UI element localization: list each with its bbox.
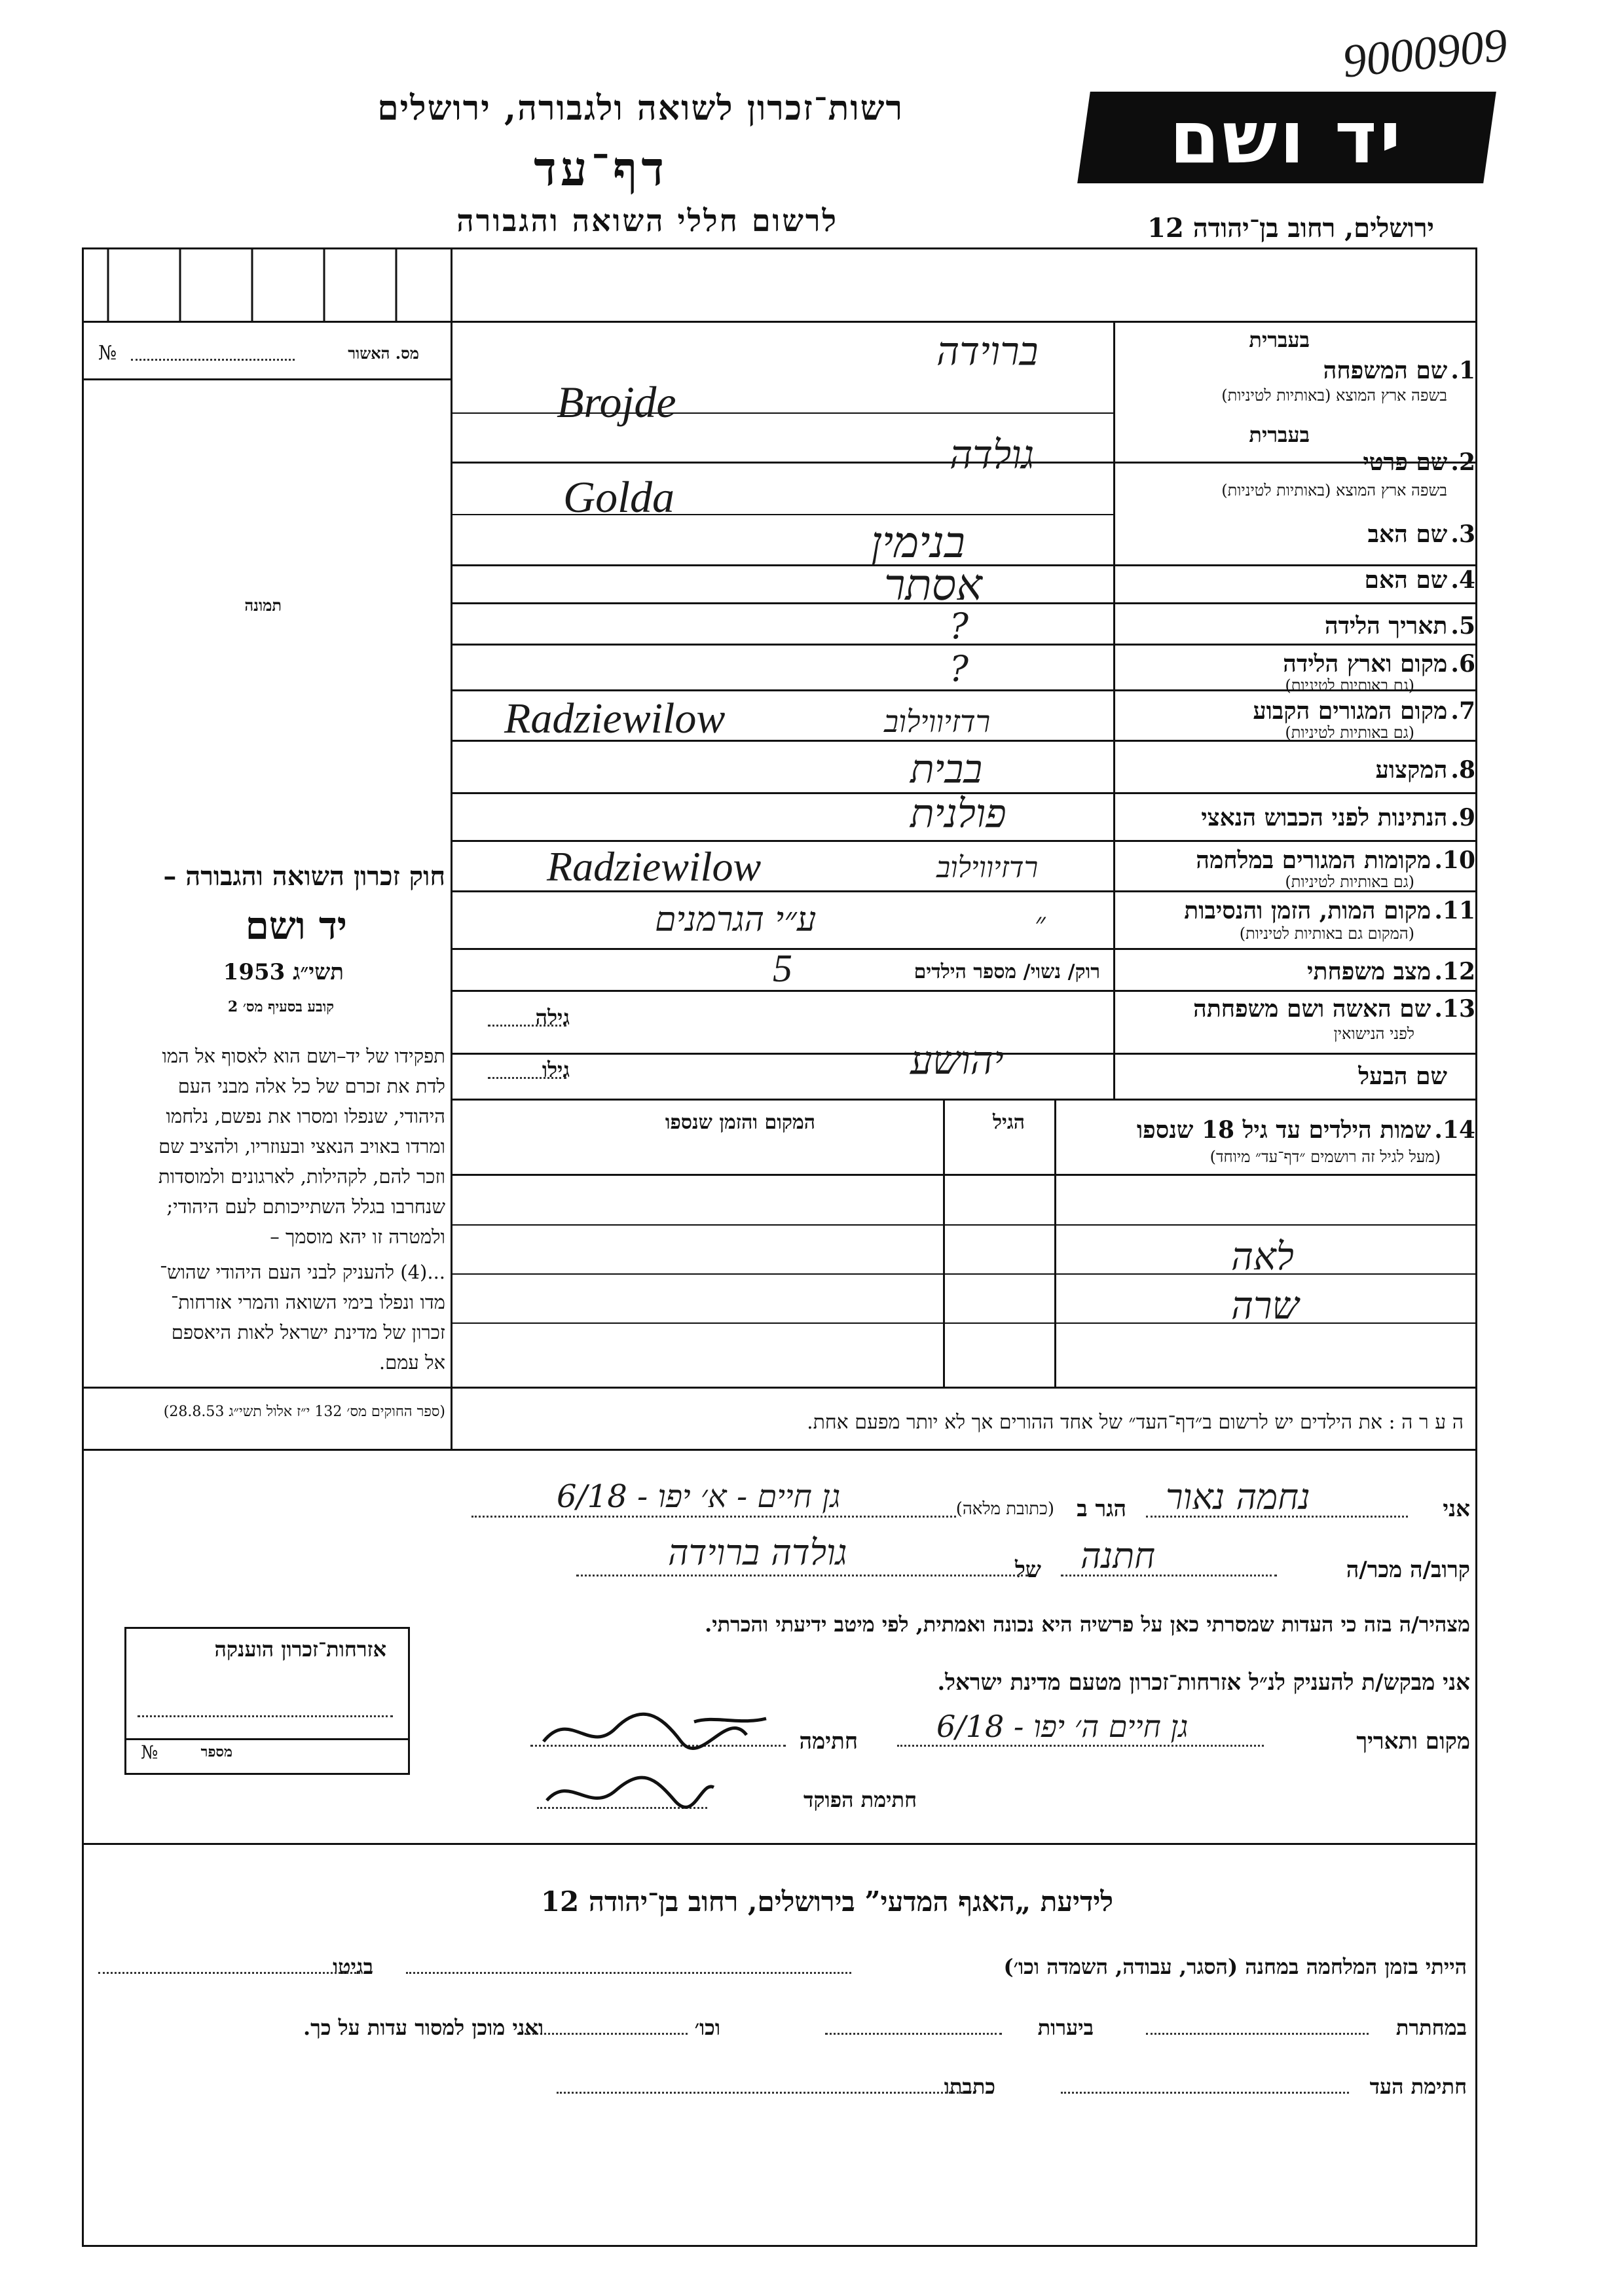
nationality: פולנית [910, 791, 1006, 837]
residence-hebrew: רדזיווילוב [884, 704, 991, 739]
children-place-header: המקום והזמן שנספו [665, 1111, 815, 1134]
field-10-label: 10. מקומות המגורים במלחמה [1196, 847, 1475, 874]
child-name-2: שרה [1231, 1283, 1299, 1328]
field-5-label: 5. תאריך הלידה [1324, 612, 1475, 640]
field-6-label: 6. מקום וארץ הלידה [1283, 650, 1475, 678]
top-band-grid [82, 247, 451, 321]
deceased-name: גולדה ברוידה [668, 1532, 847, 1573]
field-8-label: 8. המקצוע [1375, 756, 1475, 784]
form-subtitle: לרשום חללי השואה והגבורה [456, 203, 838, 238]
children-note: ה ע ר ה : את הילדים יש לרשום ב״דף־העד״ של אחד ההורים אך לא יותר מפעם אחת. [807, 1411, 1464, 1434]
declaration-text: מצהיר/ה בזה כי העדות שמסרתי כאן על פרשיה היא נכונה ואמתית, לפי מיטב ידיעתי והכרתי. [705, 1612, 1470, 1637]
children-age-header: הגיל [992, 1111, 1025, 1134]
field-7-label: 7. מקום המגורים הקבוע [1253, 697, 1475, 725]
children-count: 5 [773, 947, 792, 990]
signature-icon [530, 1696, 786, 1761]
mother-name: אסתר [884, 560, 982, 610]
declarant-name: נחמה נאור [1166, 1476, 1310, 1518]
archive-number: 9000909 [1340, 18, 1510, 88]
field-6-sub: (גם באותיות לטיניות) [1285, 676, 1414, 695]
approval-label: מס. האשור [348, 344, 419, 363]
address-hint: (כתובת מלאה) [955, 1499, 1054, 1519]
bottom-line1-b: בגיטו [333, 1954, 373, 1979]
authority-name: רשות־זכרון לשואה ולגבורה, ירושלים [377, 88, 904, 128]
field-2-sub-top: בעברית [1249, 422, 1310, 447]
declarant-relation: חתנה [1080, 1535, 1156, 1576]
request-text: אני מבקש/ת להעניק לנ״ל אזרחות־זכרון מטעם מדינת ישראל. [937, 1669, 1470, 1696]
of-label: של [1015, 1557, 1041, 1583]
field-12-label: 12. מצב משפחתי [1307, 958, 1475, 985]
law-name: יד ושם [245, 903, 347, 948]
official-signature-icon [537, 1761, 720, 1823]
family-name-latin: Brojde [557, 377, 676, 427]
father-name: בנימין [871, 517, 965, 568]
citizenship-box-title: אזרחות־זכרון הוענקה [214, 1637, 386, 1662]
death-ditto-mark: ״ [1035, 907, 1046, 940]
field-1-sub-top: בעברית [1249, 327, 1310, 352]
bottom-title: לידיעת „האגף המדעי” בירושלים, רחוב בן־יהודה 12 [540, 1886, 1113, 1918]
law-clause: קובע בסעיף מס׳ 2 [227, 998, 334, 1015]
place-date: גן חיים ה׳ יפו - 6/18 [936, 1709, 1189, 1744]
first-name-latin: Golda [563, 472, 674, 522]
bottom-line3-b: כתבתו [944, 2074, 995, 2099]
bottom-line2-d: ואני מוכן למסור עדות על כך. [303, 2015, 544, 2040]
form-title: דף־עד [534, 141, 668, 196]
field-4-label: 4. שם האם [1364, 566, 1475, 594]
law-reference: (ספר החוקים מס׳ 132 י״ז אלול תשי״ג 28.8.53) [163, 1404, 445, 1420]
wife-age-label: גילה [535, 1005, 570, 1030]
bottom-line3-a: חתימת העד [1369, 2074, 1467, 2099]
death-circumstances: ע״י הגרמנים [655, 900, 817, 939]
marital-options: רוק/ נשוי/ מספר הילדים [913, 960, 1100, 983]
photo-label: תמונה [244, 596, 282, 615]
residence-latin: Radziewilow [504, 695, 726, 742]
field-9-label: 9. הנתינות לפני הכבוש הנאצי [1201, 804, 1475, 831]
relation-label: קרוב/ה מכר/ה [1346, 1557, 1470, 1583]
field-7-sub: (גם באותיות לטיניות) [1285, 723, 1414, 742]
field-2-label: 2. שם פרטי [1363, 448, 1475, 476]
official-signature-label: חתימת הפוקד [803, 1787, 917, 1812]
law-title: חוק זכרון השואה והגבורה – [163, 861, 445, 892]
field-13-label: 13. שם האשה ושם משפחתה [1193, 995, 1475, 1023]
field-10-sub: (גם באותיות לטיניות) [1285, 873, 1414, 891]
child-name-1: לאה [1231, 1234, 1294, 1279]
field-1-sub: בשפה ארץ המוצא (באותיות לטיניות) [1221, 386, 1447, 405]
wartime-residence-hebrew: רדזיווילוב [936, 851, 1039, 884]
law-text-2: ...(4) להעניק לבני העם היהודי שהוש־ מדו ונפלו בימי השואה והמרי אזרחות־ זכרון של מדינת ישראל לאות היאספם אל עמם. [159, 1261, 445, 1374]
bottom-line2-c: וכו׳ [694, 2015, 720, 2040]
bottom-line1-a: הייתי בזמן המלחמה במחנה (הסגר, עבודה, השמדה וכו׳) [1003, 1954, 1467, 1979]
bottom-line2-b: ביערות [1037, 2015, 1094, 2040]
family-name-hebrew: ברוידה [936, 329, 1039, 374]
field-1-label: 1. שם המשפחה [1323, 357, 1475, 384]
address: ירושלים, רחוב בן־יהודה 12 [1147, 213, 1434, 244]
first-name-hebrew: גולדה [950, 432, 1035, 478]
citizenship-number-mark: № [141, 1741, 158, 1763]
signature-label: חתימה [799, 1728, 858, 1755]
place-date-label: מקום ותאריך [1356, 1728, 1470, 1755]
approval-mark: № [98, 342, 117, 365]
declarant-ani: אני [1443, 1496, 1470, 1522]
law-text: תפקידו של יד–ושם הוא לאסוף אל המו לדת את זכרם של כל אלה מבני העם היהודי, שנפלו ומסרו את נפשם, נלחמו ומרדו באויב הנאצי ובעוזריו, ולהציב שם וזכר להם, לקהילות, לארגונים ולמוסדות שנחרבו בגלל השתייכותם לעם היהודי; ולמטרה זו יהא מוסמך – [158, 1045, 445, 1248]
field-13-sub: לפני הנישואין [1333, 1025, 1414, 1043]
husband-name: יהושע [910, 1038, 1004, 1084]
bottom-line2-a: במחתרת [1395, 2015, 1467, 2040]
wartime-residence-latin: Radziewilow [547, 843, 762, 890]
field-2-sub: בשפה ארץ המוצא (באותיות לטיניות) [1221, 481, 1447, 500]
field-3-label: 3. שם האב [1367, 520, 1475, 548]
field-11-label: 11. מקום המות, הזמן והנסיבות [1184, 897, 1475, 924]
declarant-address: גן חיים - א׳ יפו - 6/18 [557, 1478, 841, 1515]
husband-label: שם הבעל [1358, 1063, 1447, 1090]
children-sub: (מעל לגיל זה רושמים ״דף־עד״ מיוחד) [1209, 1148, 1441, 1166]
citizenship-number-label: מספר [200, 1743, 232, 1760]
declarant-resides-label: הגר ב [1077, 1496, 1126, 1522]
children-label: 14. שמות הילדים עד גיל 18 שנספו [1136, 1116, 1475, 1144]
husband-age-label: גילו [542, 1057, 570, 1082]
occupation: בבית [910, 746, 983, 792]
birth-place: ? [950, 648, 969, 689]
law-year: תשי״ג 1953 [223, 959, 344, 985]
yad-vashem-logo: יד ושם [1077, 92, 1496, 183]
field-11-sub: (המקום גם באותיות לטיניות) [1239, 924, 1414, 943]
birth-date: ? [950, 606, 969, 647]
